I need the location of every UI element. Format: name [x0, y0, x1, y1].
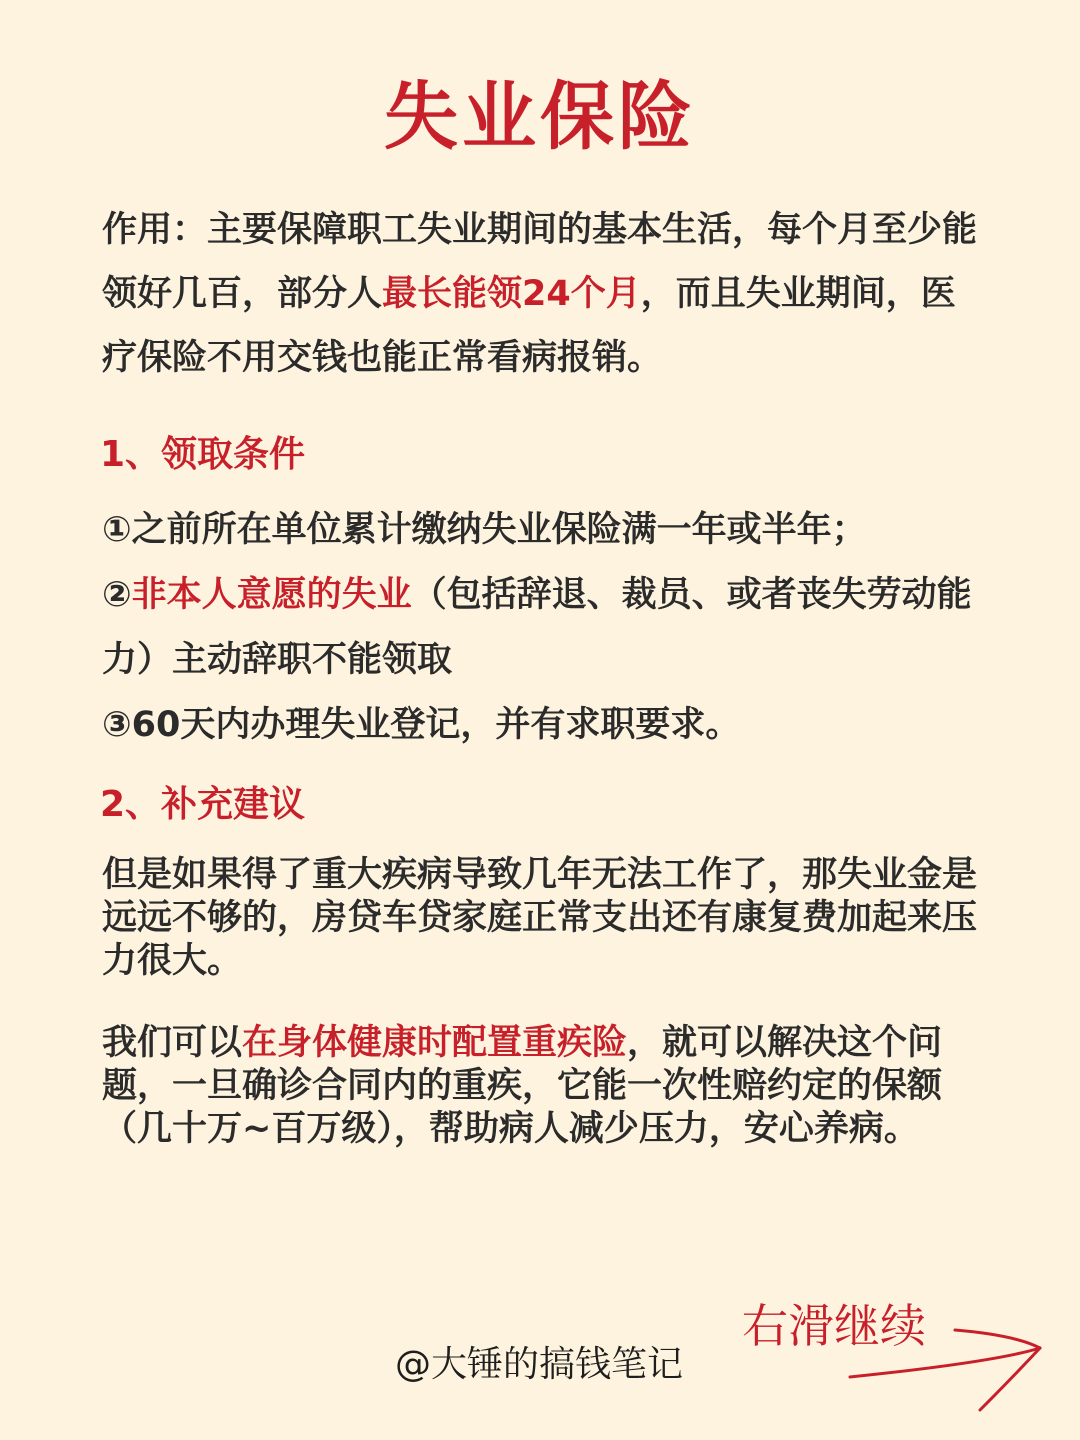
section-heading-conditions: 1、领取条件	[100, 434, 306, 475]
intro-text-1: 作用：主要保障职工失业期间的基本生活，每个月至少能领好几百，部分人	[102, 210, 978, 314]
swipe-hint: 右滑继续	[742, 1299, 926, 1353]
intro-highlight: 最长能领24个月	[382, 274, 641, 314]
intro-text-2: ，而且失业期间，医疗保险不用交钱也能正常看病报销。	[102, 274, 956, 378]
condition-item-2	[102, 563, 982, 693]
advice-paragraph-2	[102, 1022, 982, 1151]
condition-2-text: （包括辞退、裁员、或者丧失劳动能力）主动辞职不能领取	[102, 575, 972, 680]
condition-2-highlight: 非本人意愿的失业	[131, 575, 412, 615]
condition-2-prefix: ②	[102, 575, 132, 615]
advice-2-highlight: 在身体健康时配置重疾险	[242, 1023, 628, 1063]
page-title: 失业保险	[384, 74, 696, 160]
author-handle: @大锤的搞钱笔记	[395, 1344, 684, 1385]
section-heading-advice: 2、补充建议	[100, 784, 306, 825]
intro-paragraph	[102, 198, 982, 390]
condition-item-3: ③60天内办理失业登记，并有求职要求。	[102, 705, 741, 745]
conditions-list	[102, 498, 982, 758]
swipe-arrow-icon	[845, 1300, 1055, 1420]
advice-2-text: ，就可以解决这个问题，一旦确诊合同内的重疾，它能一次性赔约定的保额（几十万~百万级），帮助病人减少压力，安心养病。	[102, 1023, 943, 1149]
advice-2-prefix: 我们可以	[102, 1023, 243, 1063]
condition-item-1: ①之前所在单位累计缴纳失业保险满一年或半年；	[102, 510, 867, 550]
advice-paragraph-1: 但是如果得了重大疾病导致几年无法工作了，那失业金是远远不够的，房贷车贷家庭正常支出还有康复费加起来压力很大。	[102, 855, 978, 981]
